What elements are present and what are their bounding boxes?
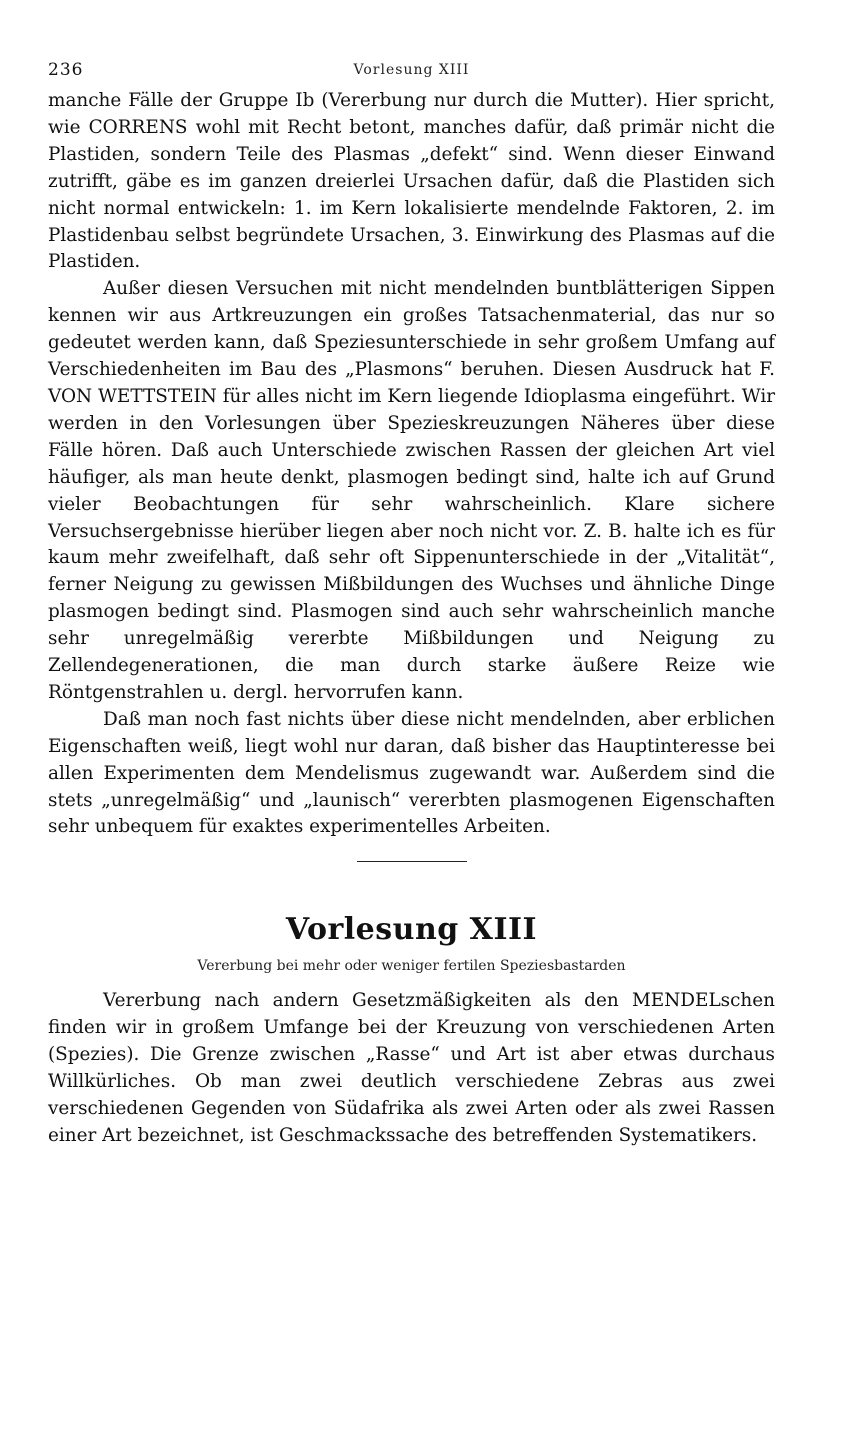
paragraph-continuation: manche Fälle der Gruppe Ib (Vererbung nur durch die Mutter). Hier spricht, wie CORRENS wohl mit Recht betont, manches dafür, daß primär nicht die Plastiden, sondern Teile des Plasmas „defekt“ sind. Wenn dieser Einwand zutrifft, gäbe es im ganzen dreierlei Ursachen dafür, daß die Plastiden sich nicht normal entwickeln: 1. im Kern lokalisierte mendelnde Faktoren, 2. im Plastidenbau selbst begründete Ursachen, 3. Einwirkung des Plasmas auf die Plastiden.	[48, 90, 775, 273]
book-page	[48, 60, 775, 1150]
lecture-subtitle: Vererbung bei mehr oder weniger fertilen Speziesbastarden	[197, 958, 626, 975]
page-header	[48, 60, 775, 88]
page-number: 236	[48, 60, 84, 80]
body-text	[48, 88, 775, 841]
running-head: Vorlesung XIII	[353, 62, 470, 78]
section-divider	[357, 861, 467, 862]
paragraph-species-crossing: Vererbung nach andern Gesetzmäßigkeiten als den MENDELschen finden wir in großem Umfange bei der Kreuzung von verschiedenen Arten (Spezies). Die Grenze zwischen „Rasse“ und Art ist aber etwas durchaus Willkürliches. Ob man zwei deutlich verschiedene Zebras aus zwei verschiedenen Gegenden von Südafrika als zwei Arten oder als zwei Rassen einer Art bezeichnet, ist Geschmackssache des betreffenden Systematikers.	[48, 990, 775, 1146]
paragraph-mendelism: Daß man noch fast nichts über diese nicht mendelnden, aber erblichen Eigenschaften weiß, liegt wohl nur daran, daß bisher das Hauptinteresse bei allen Experimenten dem Mendelismus zugewandt war. Außerdem sind die stets „unregelmäßig“ und „launisch“ vererbten plasmogenen Eigenschaften sehr unbequem für exaktes experimentelles Arbeiten.	[48, 708, 775, 838]
lecture-body	[48, 988, 775, 1149]
lecture-title: Vorlesung XIII	[285, 912, 538, 948]
paragraph-plasmon: Außer diesen Versuchen mit nicht mendelnden buntblätterigen Sippen kennen wir aus Artkreuzungen ein großes Tatsachenmaterial, das nur so gedeutet werden kann, daß Speziesunterschiede in sehr großem Umfang auf Verschiedenheiten im Bau des „Plasmons“ beruhen. Diesen Ausdruck hat F. VON WETTSTEIN für alles nicht im Kern liegende Idioplasma eingeführt. Wir werden in den Vorlesungen über Spezieskreuzungen Näheres über diese Fälle hören. Daß auch Unterschiede zwischen Rassen der gleichen Art viel häufiger, als man heute denkt, plasmogen bedingt sind, halte ich auf Grund vieler Beobachtungen für sehr wahrscheinlich. Klare sichere Versuchsergebnisse hierüber liegen aber noch nicht vor. Z. B. halte ich es für kaum mehr zweifelhaft, daß sehr oft Sippenunterschiede in der „Vitalität“, ferner Neigung zu gewissen Mißbildungen des Wuchses und ähnliche Dinge plasmogen bedingt sind. Plasmogen sind auch sehr wahrscheinlich manche sehr unregelmäßig vererbte Mißbildungen und Neigung zu Zellendegenerationen, die man durch starke äußere Reize wie Röntgenstrahlen u. dergl. hervorrufen kann.	[48, 278, 775, 703]
